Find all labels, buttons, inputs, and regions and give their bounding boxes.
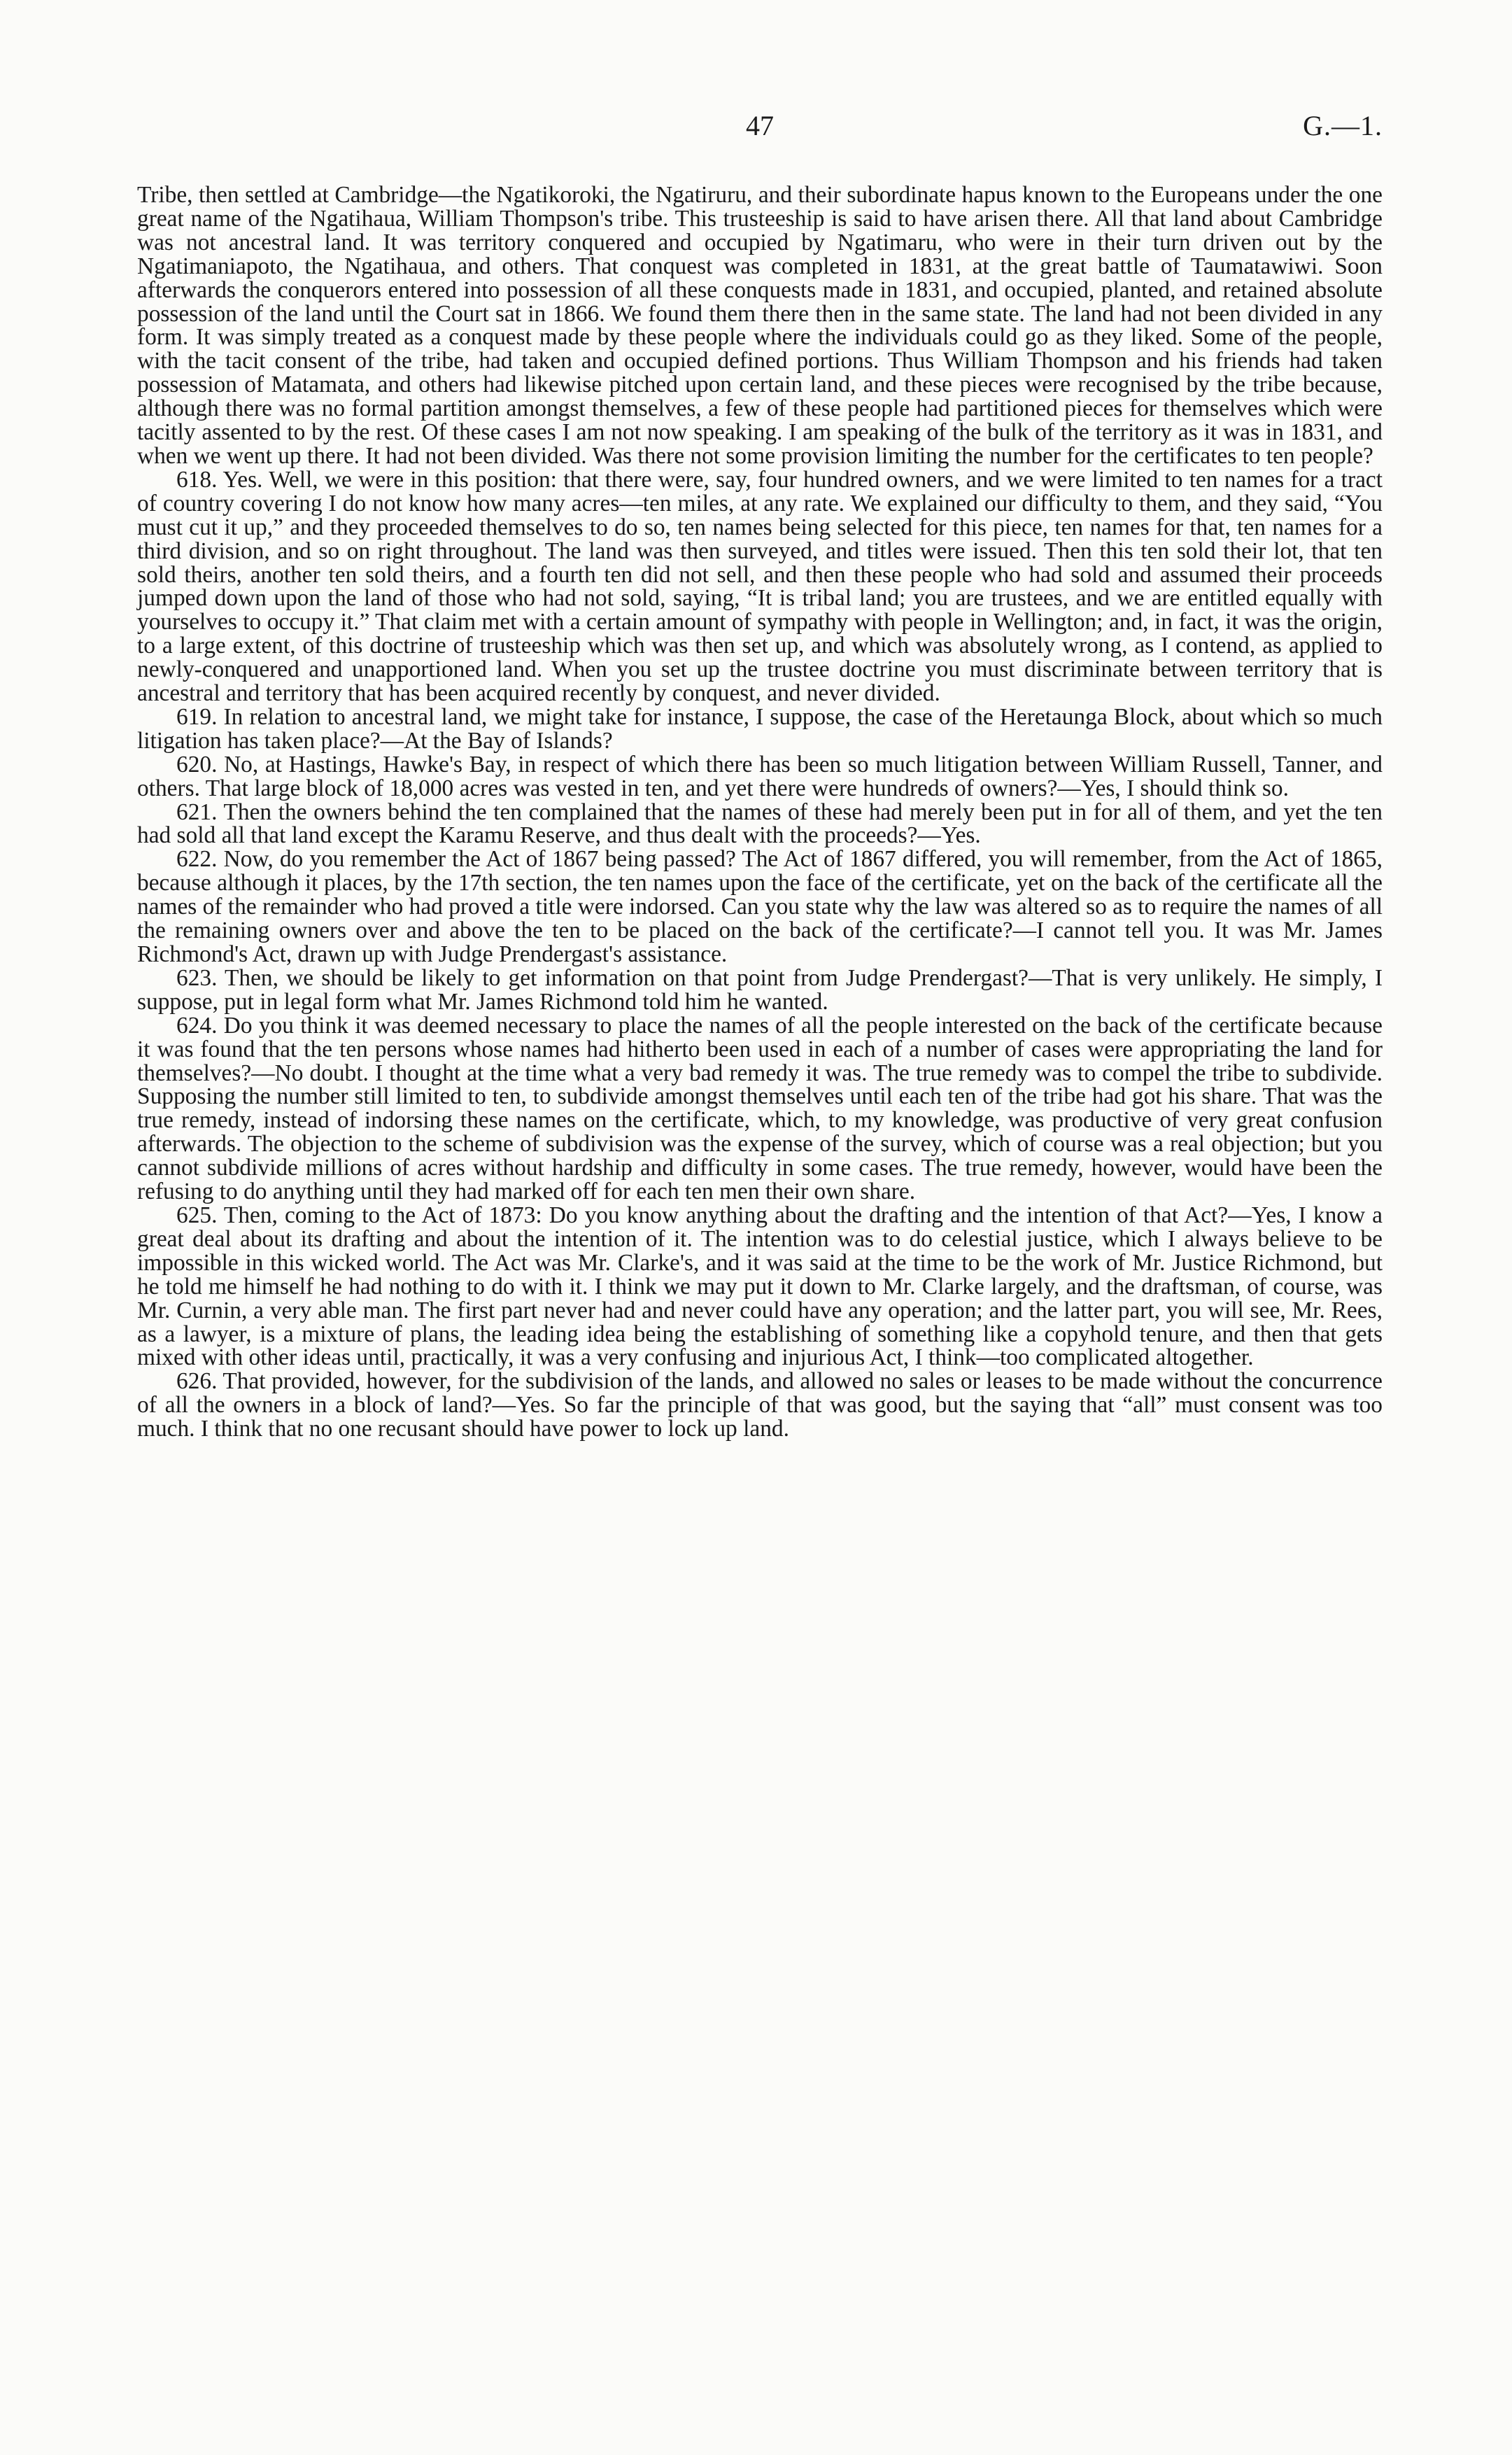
- page-number: 47: [746, 110, 774, 141]
- paragraph-question-624: 624. Do you think it was deemed necessary to place the names of all the people interested on the back of the certificate because it was found that the ten persons whose names had hitherto been used in each of a number of cases were appropriating the land for themselves?—No doubt. I thought at the time what a very bad remedy it was. The true remedy was to compel the tribe to subdivide. Supposing the number still limited to ten, to subdivide amongst themselves until each ten of the tribe had got his share. That was the true remedy, instead of indorsing these names on the certificate, which, to my knowledge, was productive of very great confusion afterwards. The objection to the scheme of subdivision was the expense of the survey, which of course was a real objection; but you cannot subdivide millions of acres without hardship and difficulty in some cases. The true remedy, however, would have been the refusing to do anything until they had marked off for each ten men their own share.: [137, 1012, 1383, 1205]
- paragraph-question-622: 622. Now, do you remember the Act of 1867 being passed? The Act of 1867 differed, you will remember, from the Act of 1865, because although it places, by the 17th section, the ten names upon the face of the certificate, yet on the back of the certificate all the names of the remainder who had proved a title were indorsed. Can you state why the law was altered so as to require the names of all the remaining owners over and above the ten to be placed on the back of the certificate?—I cannot tell you. It was Mr. James Richmond's Act, drawn up with Judge Prendergast's assistance.: [137, 846, 1383, 967]
- document-reference: G.—1.: [1303, 110, 1383, 141]
- paragraph-question-619: 619. In relation to ancestral land, we might take for instance, I suppose, the case of the Heretaunga Block, about which so much litigation has taken place?—At the Bay of Islands?: [137, 703, 1383, 754]
- paragraph-intro: Tribe, then settled at Cambridge—the Ngatikoroki, the Ngatiruru, and their subordinate hapus known to the Europeans under the one great name of the Ngatihaua, William Thompson's tribe. This trusteeship is said to have arisen there. All that land about Cambridge was not ancestral land. It was territory conquered and occupied by Ngatimaru, who were in their turn driven out by the Ngatimaniapoto, the Ngatihaua, and others. That conquest was completed in 1831, at the great battle of Taumatawiwi. Soon afterwards the conquerors entered into possession of all these conquests made in 1831, and occupied, planted, and retained absolute possession of the land until the Court sat in 1866. We found them there then in the same state. The land had not been divided in any form. It was simply treated as a conquest made by these people where the individuals could go as they liked. Some of the people, with the tacit consent of the tribe, had taken and occupied defined portions. Thus William Thompson and his friends had taken possession of Matamata, and others had likewise pitched upon certain land, and these pieces were recognised by the tribe because, although there was no formal partition amongst themselves, a few of these people had partitioned pieces for themselves which were tacitly assented to by the rest. Of these cases I am not now speaking. I am speaking of the bulk of the territory as it was in 1831, and when we went up there. It had not been divided. Was there not some provision limiting the number for the certificates to ten people?: [137, 182, 1383, 469]
- paragraph-question-623: 623. Then, we should be likely to get information on that point from Judge Prendergast?—That is very unlikely. He simply, I suppose, put in legal form what Mr. James Richmond told him he wanted.: [137, 964, 1383, 1015]
- paragraph-question-620: 620. No, at Hastings, Hawke's Bay, in respect of which there has been so much litigation between William Russell, Tanner, and others. That large block of 18,000 acres was vested in ten, and yet there were hundreds of owners?—Yes, I should think so.: [137, 751, 1383, 801]
- paragraph-question-618: 618. Yes. Well, we were in this position: that there were, say, four hundred owners, and we were limited to ten names for a tract of country covering I do not know how many acres—ten miles, at any rate. We explained our difficulty to them, and they said, “You must cut it up,” and they proceeded themselves to do so, ten names being selected for this piece, ten names for that, ten names for a third division, and so on right throughout. The land was then surveyed, and titles were issued. Then this ten sold their lot, that ten sold theirs, another ten sold theirs, and a fourth ten did not sell, and then these people who had sold and assumed their proceeds jumped down upon the land of those who had not sold, saying, “It is tribal land; you are trustees, and we are entitled equally with yourselves to occupy it.” That claim met with a certain amount of sympathy with people in Wellington; and, in fact, it was the origin, to a large extent, of this doctrine of trusteeship which was then set up, and which was absolutely wrong, as I contend, as applied to newly-conquered and unapportioned land. When you set up the trustee doctrine you must discriminate between territory that is ancestral and territory that has been acquired recently by conquest, and never divided.: [137, 466, 1383, 707]
- paragraph-question-626: 626. That provided, however, for the subdivision of the lands, and allowed no sales or leases to be made without the concurrence of all the owners in a block of land?—Yes. So far the principle of that was good, but the saying that “all” must consent was too much. I think that no one recusant should have power to lock up land.: [137, 1368, 1383, 1442]
- body-text: [137, 183, 1383, 1441]
- page-header: [137, 105, 1383, 147]
- paragraph-question-621: 621. Then the owners behind the ten complained that the names of these had merely been put in for all of them, and yet the ten had sold all that land except the Karamu Reserve, and thus dealt with the proceeds?—Yes.: [137, 799, 1383, 849]
- paragraph-question-625: 625. Then, coming to the Act of 1873: Do you know anything about the drafting and the intention of that Act?—Yes, I know a great deal about its drafting and about the intention of it. The intention was to do celestial justice, which I always believe to be impossible in this wicked world. The Act was Mr. Clarke's, and it was said at the time to be the work of Mr. Justice Richmond, but he told me himself he had nothing to do with it. I think we may put it down to Mr. Clarke largely, and the draftsman, of course, was Mr. Curnin, a very able man. The first part never had and never could have any operation; and the latter part, you will see, Mr. Rees, as a lawyer, is a mixture of plans, the leading idea being the establishing of something like a copyhold tenure, and then that gets mixed with other ideas until, practically, it was a very confusing and injurious Act, I think—too complicated altogether.: [137, 1202, 1383, 1371]
